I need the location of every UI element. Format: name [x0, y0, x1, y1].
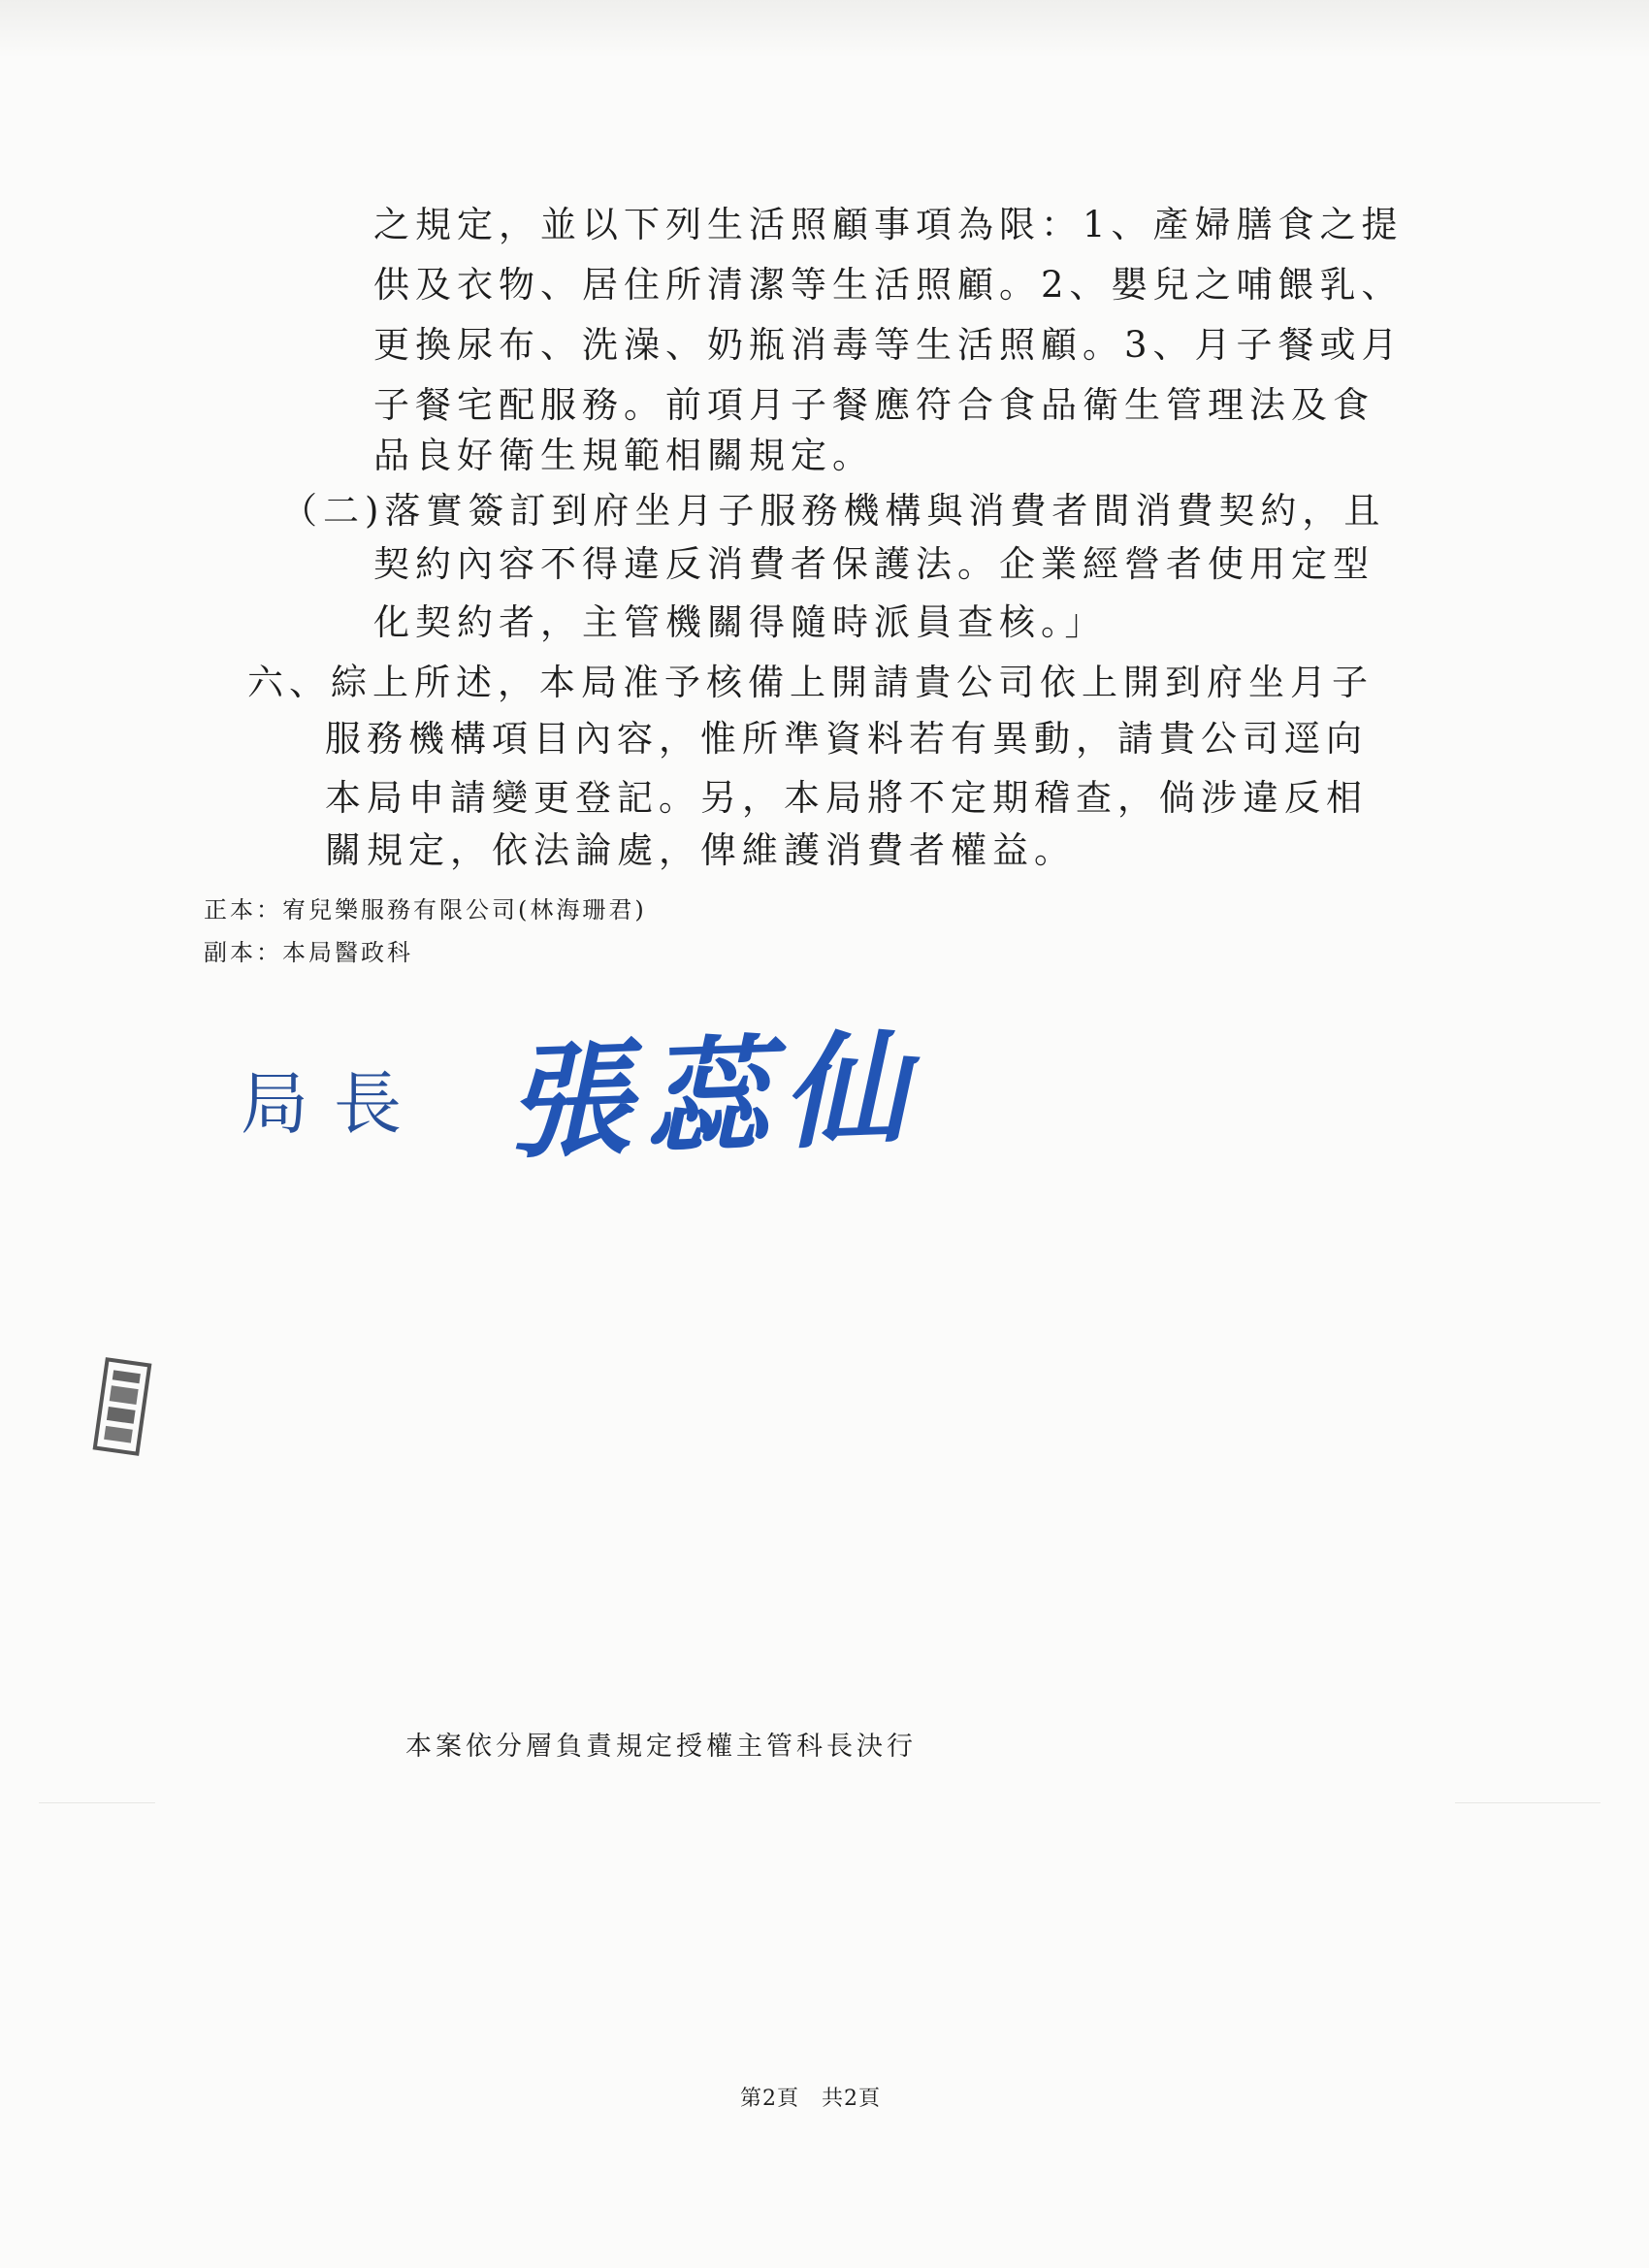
body-line: 供及衣物、居住所清潔等生活照顧。2、嬰兒之哺餵乳、 — [373, 264, 1404, 306]
body-line: 化契約者，主管機關得隨時派員查核。」 — [373, 601, 1107, 643]
signature-title: 局長 — [241, 1064, 427, 1144]
body-line: 服務機構項目內容，惟所準資料若有異動，請貴公司逕向 — [325, 718, 1368, 760]
body-line: 品良好衛生規範相關規定。 — [373, 435, 874, 476]
scan-mark — [1455, 1802, 1600, 1803]
cc-original: 正本：宥兒樂服務有限公司(林海珊君) — [204, 896, 647, 923]
scan-mark — [39, 1802, 155, 1803]
scan-shadow — [0, 0, 1649, 58]
body-line: 契約內容不得違反消費者保護法。企業經營者使用定型 — [373, 543, 1374, 585]
signature-name: 張蕊仙 — [503, 1018, 922, 1177]
body-line: 六、綜上所述，本局准予核備上開請貴公司依上開到府坐月子 — [247, 662, 1374, 703]
delegation-note: 本案依分層負責規定授權主管科長決行 — [405, 1732, 917, 1762]
body-line: 子餐宅配服務。前項月子餐應符合食品衛生管理法及食 — [373, 384, 1374, 426]
body-line: 更換尿布、洗澡、奶瓶消毒等生活照顧。3、月子餐或月 — [373, 324, 1404, 366]
body-line: （二)落實簽訂到府坐月子服務機構與消費者間消費契約，且 — [281, 490, 1386, 532]
page-number: 第2頁 共2頁 — [740, 2087, 881, 2111]
body-line: 關規定，依法論處，俾維護消費者權益。 — [325, 829, 1076, 871]
cc-copy: 副本：本局醫政科 — [204, 939, 413, 966]
seal-stamp-icon — [90, 1355, 153, 1458]
body-line: 本局申請變更登記。另，本局將不定期稽查，倘涉違反相 — [325, 777, 1368, 819]
body-line: 之規定，並以下列生活照顧事項為限：1、產婦膳食之提 — [373, 204, 1404, 245]
